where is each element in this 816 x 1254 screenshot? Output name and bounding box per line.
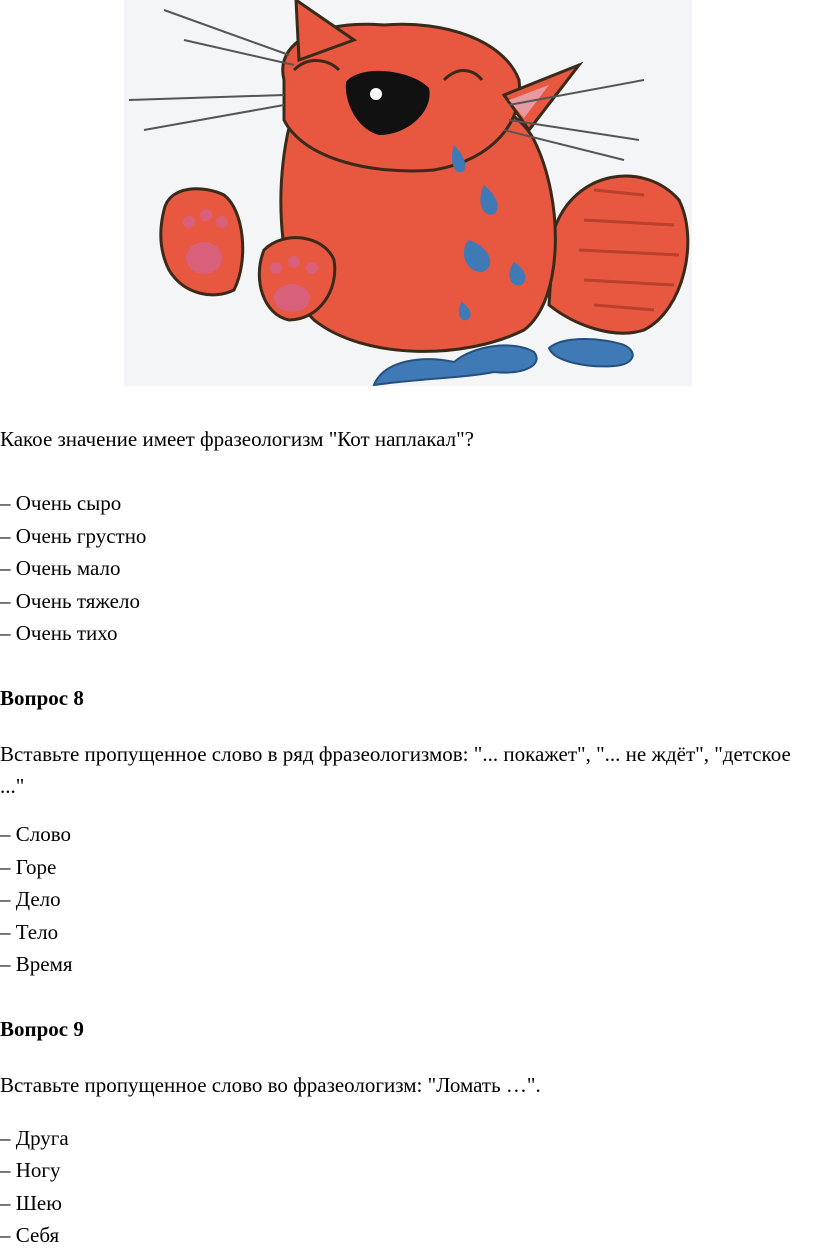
option-item: – Очень тихо: [0, 621, 118, 645]
option-item: – Ногу: [0, 1158, 61, 1182]
option-item: – Шею: [0, 1191, 62, 1215]
question-8-heading: Вопрос 8: [0, 686, 84, 710]
option-item: – Очень грустно: [0, 524, 147, 548]
option-item: – Очень сыро: [0, 491, 122, 515]
option-item: – Время: [0, 952, 73, 976]
option-item: – Тело: [0, 920, 59, 944]
question-8-text: Вставьте пропущенное слово в ряд фразеологизмов: "... покажет", "... не ждёт", "детское ...": [0, 742, 791, 798]
question-9-text: Вставьте пропущенное слово во фразеологизм: "Ломать …".: [0, 1073, 541, 1097]
crying-cat-illustration: [124, 0, 692, 386]
option-item: – Горе: [0, 855, 57, 879]
option-item: – Очень тяжело: [0, 589, 140, 613]
question-7-text: Какое значение имеет фразеологизм "Кот наплакал"?: [0, 427, 474, 451]
option-item: – Друга: [0, 1126, 69, 1150]
option-item: – Дело: [0, 887, 61, 911]
option-item: – Себя: [0, 1223, 60, 1247]
question-9-heading: Вопрос 9: [0, 1017, 84, 1041]
option-item: – Слово: [0, 822, 72, 846]
option-item: – Очень мало: [0, 556, 121, 580]
